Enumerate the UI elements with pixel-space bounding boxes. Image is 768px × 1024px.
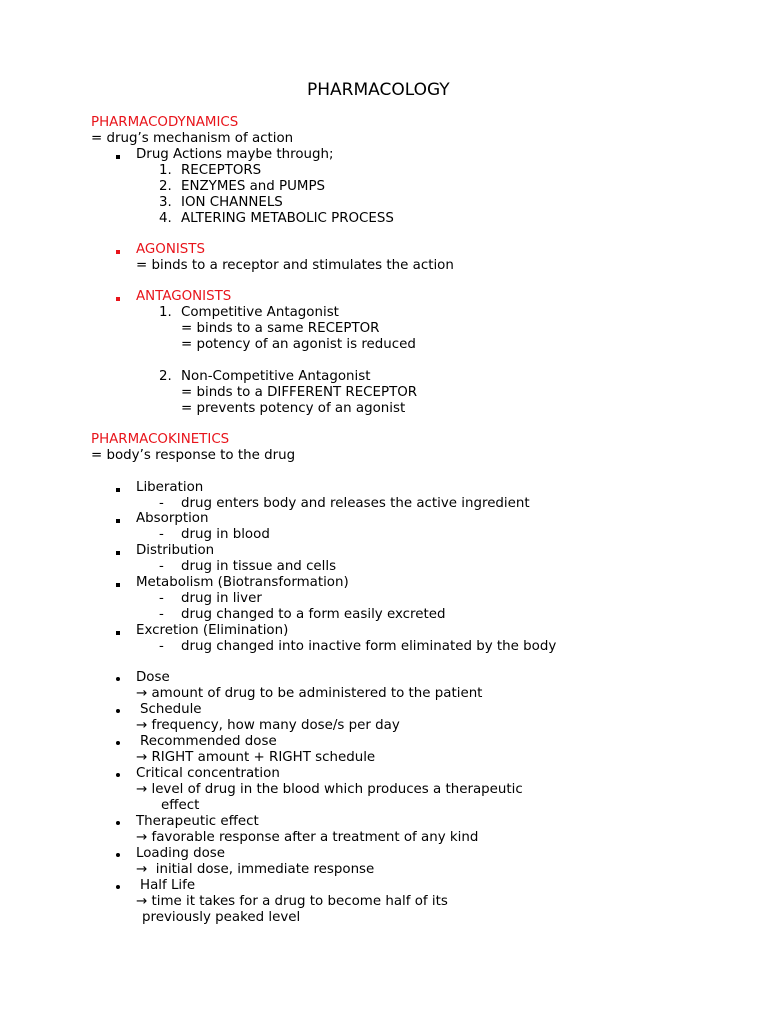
pharmacokinetics-heading: PHARMACOKINETICS bbox=[91, 432, 230, 447]
term-definition: → amount of drug to be administered to the patient bbox=[136, 686, 483, 701]
action-item: ALTERING METABOLIC PROCESS bbox=[181, 211, 394, 226]
stage-detail: drug in blood bbox=[181, 527, 270, 542]
term-definition: → frequency, how many dose/s per day bbox=[136, 718, 400, 733]
round-bullet-icon bbox=[116, 709, 120, 713]
term-name: Critical concentration bbox=[136, 766, 280, 781]
stage-name: Metabolism (Biotransformation) bbox=[136, 575, 349, 590]
square-bullet-icon bbox=[116, 519, 120, 523]
stage-detail: drug changed into inactive form eliminated by the body bbox=[181, 639, 557, 654]
dash-bullet: - bbox=[159, 639, 164, 654]
stage-name: Liberation bbox=[136, 480, 204, 495]
square-bullet-icon bbox=[116, 155, 120, 159]
dash-bullet: - bbox=[159, 527, 164, 542]
round-bullet-icon bbox=[116, 853, 120, 857]
agonists-heading: AGONISTS bbox=[136, 242, 205, 257]
stage-detail: drug enters body and releases the active ingredient bbox=[181, 496, 530, 511]
square-bullet-icon bbox=[116, 297, 120, 301]
stage-detail: drug changed to a form easily excreted bbox=[181, 607, 446, 622]
noncompetitive-antagonist-title: Non-Competitive Antagonist bbox=[181, 369, 371, 384]
term-name: Therapeutic effect bbox=[136, 814, 259, 829]
competitive-antagonist-title: Competitive Antagonist bbox=[181, 305, 339, 320]
dash-bullet: - bbox=[159, 559, 164, 574]
antagonist-number: 2. bbox=[159, 369, 172, 384]
action-item: RECEPTORS bbox=[181, 163, 262, 178]
noncompetitive-antagonist-line: = prevents potency of an agonist bbox=[181, 401, 406, 416]
stage-name: Distribution bbox=[136, 543, 215, 558]
page-title: PHARMACOLOGY bbox=[307, 80, 450, 100]
round-bullet-icon bbox=[116, 741, 120, 745]
stage-detail: drug in liver bbox=[181, 591, 262, 606]
antagonist-number: 1. bbox=[159, 305, 172, 320]
square-bullet-icon bbox=[116, 583, 120, 587]
pharmacodynamics-definition: = drug’s mechanism of action bbox=[91, 131, 294, 146]
term-definition: → initial dose, immediate response bbox=[136, 862, 375, 877]
term-definition: → favorable response after a treatment of any kind bbox=[136, 830, 479, 845]
action-number: 1. bbox=[159, 163, 172, 178]
action-item: ION CHANNELS bbox=[181, 195, 283, 210]
dash-bullet: - bbox=[159, 591, 164, 606]
stage-name: Excretion (Elimination) bbox=[136, 623, 289, 638]
stage-name: Absorption bbox=[136, 511, 209, 526]
competitive-antagonist-line: = potency of an agonist is reduced bbox=[181, 337, 416, 352]
dash-bullet: - bbox=[159, 607, 164, 622]
noncompetitive-antagonist-line: = binds to a DIFFERENT RECEPTOR bbox=[181, 385, 418, 400]
action-number: 2. bbox=[159, 179, 172, 194]
term-name: Recommended dose bbox=[140, 734, 277, 749]
square-bullet-icon bbox=[116, 551, 120, 555]
competitive-antagonist-line: = binds to a same RECEPTOR bbox=[181, 321, 380, 336]
term-definition: → time it takes for a drug to become half of its bbox=[136, 894, 448, 909]
antagonists-heading: ANTAGONISTS bbox=[136, 289, 232, 304]
term-name: Dose bbox=[136, 670, 170, 685]
round-bullet-icon bbox=[116, 677, 120, 681]
round-bullet-icon bbox=[116, 821, 120, 825]
square-bullet-icon bbox=[116, 250, 120, 254]
term-name: Loading dose bbox=[136, 846, 225, 861]
drug-actions-intro: Drug Actions maybe through; bbox=[136, 147, 334, 162]
stage-detail: drug in tissue and cells bbox=[181, 559, 337, 574]
term-definition: → level of drug in the blood which produces a therapeutic bbox=[136, 782, 523, 797]
term-definition-continued: previously peaked level bbox=[142, 910, 301, 925]
term-definition-continued: effect bbox=[161, 798, 200, 813]
action-item: ENZYMES and PUMPS bbox=[181, 179, 326, 194]
pharmacodynamics-heading: PHARMACODYNAMICS bbox=[91, 115, 239, 130]
round-bullet-icon bbox=[116, 885, 120, 889]
dash-bullet: - bbox=[159, 496, 164, 511]
pharmacokinetics-definition: = body’s response to the drug bbox=[91, 448, 296, 463]
term-name: Half Life bbox=[140, 878, 196, 893]
action-number: 4. bbox=[159, 211, 172, 226]
action-number: 3. bbox=[159, 195, 172, 210]
square-bullet-icon bbox=[116, 488, 120, 492]
term-definition: → RIGHT amount + RIGHT schedule bbox=[136, 750, 376, 765]
agonists-definition: = binds to a receptor and stimulates the action bbox=[136, 258, 454, 273]
square-bullet-icon bbox=[116, 631, 120, 635]
term-name: Schedule bbox=[140, 702, 202, 717]
round-bullet-icon bbox=[116, 773, 120, 777]
